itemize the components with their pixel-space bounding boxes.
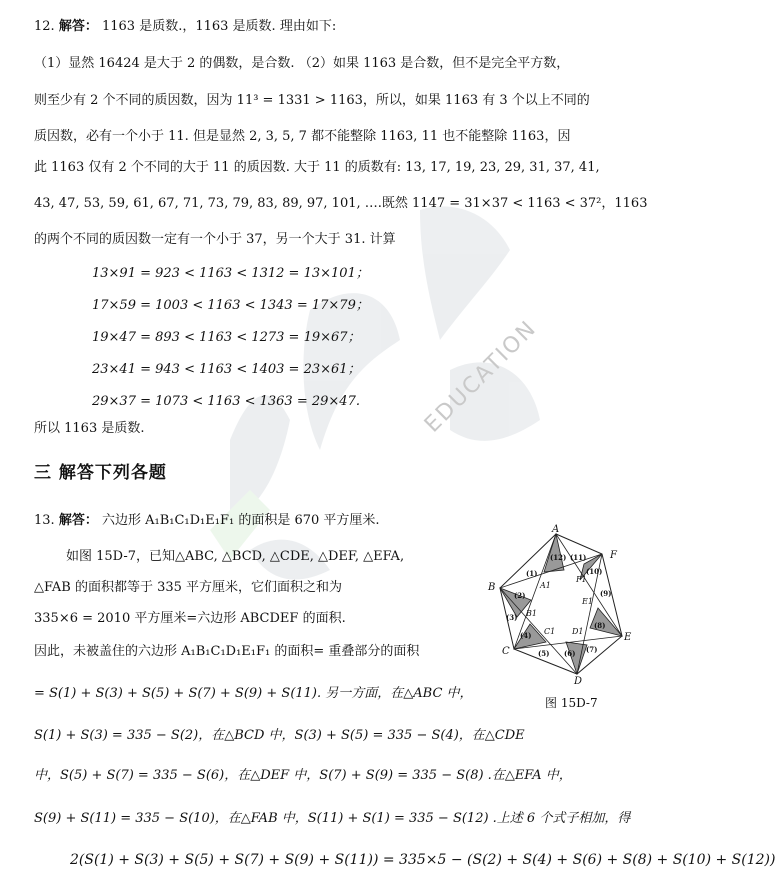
region-label: (5)	[538, 649, 550, 658]
solution13-header	[34, 512, 380, 530]
region-label: (7)	[586, 645, 598, 654]
solution12-header	[34, 18, 336, 36]
region-label: (2)	[514, 591, 526, 600]
vertex-label: E	[624, 632, 632, 643]
vertex-label: F1	[576, 575, 587, 584]
solution12-line5: 此 1163 仅有 2 个不同的大于 11 的质因数. 大于 11 的质数有: 13, 17, 19, 23, 29, 31, 37, 41,	[34, 160, 600, 175]
solution13-p5: = S(1) + S(3) + S(5) + S(7) + S(9) + S(11). 另一方面，在△ABC 中，	[34, 686, 473, 701]
vertex-label: C1	[544, 627, 556, 636]
equation-row: 29×37 = 1073 < 1163 < 1363 = 29×47.	[92, 394, 360, 409]
solution12-intro: 1163 是质数.，1163 是质数. 理由如下:	[101, 19, 337, 34]
solution13-number: 13.	[34, 513, 55, 528]
equation-row: 19×47 = 893 < 1163 < 1273 = 19×67；	[92, 330, 361, 345]
solution12-number: 12.	[34, 19, 55, 34]
solution13-intro: 六边形 A₁B₁C₁D₁E₁F₁ 的面积是 670 平方厘米.	[101, 513, 380, 528]
solution13-p2: △FAB 的面积都等于 335 平方厘米，它们面积之和为	[34, 580, 343, 595]
solution12-line6: 43, 47, 53, 59, 61, 67, 71, 73, 79, 83, 89, 97, 101, ….既然 1147 = 31×37 < 1163 < 37²，1163	[34, 196, 648, 211]
solution13-p1: 如图 15D-7，已知△ABC, △BCD, △CDE, △DEF, △EFA,	[66, 549, 405, 564]
equation-row: 23×41 = 943 < 1163 < 1403 = 23×61；	[92, 362, 361, 377]
region-label: (9)	[600, 589, 612, 598]
vertex-label: C	[502, 646, 510, 657]
region-label: (6)	[564, 649, 576, 658]
vertex-label: B1	[526, 609, 537, 618]
solution13-final-equation: 2(S(1) + S(3) + S(5) + S(7) + S(9) + S(11)) = 335×5 − (S(2) + S(4) + S(6) + S(8) + S(10) + S(12))	[70, 852, 775, 868]
solution12-line7: 的两个不同的质因数一定有一个小于 37，另一个大于 31. 计算	[34, 232, 396, 247]
vertex-label: B	[488, 582, 496, 593]
section-heading: 三 解答下列各题	[34, 463, 167, 483]
region-label: (1)	[526, 569, 538, 578]
region-label: (12)	[550, 553, 567, 562]
watermark-text: EDUCATION	[420, 315, 542, 438]
figure-caption: 图 15D-7	[545, 696, 598, 710]
vertex-label: D	[574, 676, 583, 687]
equation-row: 17×59 = 1003 < 1163 < 1343 = 17×79；	[92, 298, 369, 313]
solution12-conclusion: 所以 1163 是质数.	[34, 421, 145, 436]
solution13-p3: 335×6 = 2010 平方厘米=六边形 ABCDEF 的面积.	[34, 611, 346, 626]
equation-row: 13×91 = 923 < 1163 < 1312 = 13×101；	[92, 266, 369, 281]
region-label: (10)	[586, 567, 603, 576]
hexagon-figure	[484, 524, 634, 687]
vertex-label: A1	[540, 581, 551, 590]
region-label: (4)	[520, 631, 532, 640]
region-label: (11)	[570, 553, 587, 562]
region-label: (3)	[506, 613, 518, 622]
solution12-line2: （1）显然 16424 是大于 2 的偶数，是合数. （2）如果 1163 是合数，但不是完全平方数，	[34, 56, 570, 71]
solution12-label: 解答：	[58, 19, 98, 34]
region-label: (8)	[594, 621, 606, 630]
solution13-p4: 因此，未被盖住的六边形 A₁B₁C₁D₁E₁F₁ 的面积= 重叠部分的面积	[34, 644, 420, 659]
solution13-p8: S(9) + S(11) = 335 − S(10)，在△FAB 中，S(11) + S(1) = 335 − S(12) .上述 6 个式子相加，得	[34, 811, 631, 826]
solution13-p6: S(1) + S(3) = 335 − S(2)，在△BCD 中，S(3) + S(5) = 335 − S(4)，在△CDE	[34, 728, 525, 743]
shaded-region	[566, 642, 587, 674]
vertex-label: F	[610, 550, 617, 561]
solution12-line3: 则至少有 2 个不同的质因数，因为 11³ = 1331 > 1163，所以，如果 1163 有 3 个以上不同的	[34, 93, 590, 108]
vertex-label: A	[552, 524, 560, 535]
solution13-p7: 中，S(5) + S(7) = 335 − S(6)，在△DEF 中，S(7) + S(9) = 335 − S(8) .在△EFA 中，	[34, 768, 572, 783]
vertex-label: E1	[582, 597, 593, 606]
vertex-label: D1	[572, 627, 584, 636]
solution13-label: 解答：	[58, 513, 98, 528]
solution12-line4: 质因数，必有一个小于 11. 但是显然 2, 3, 5, 7 都不能整除 1163, 11 也不能整除 1163，因	[34, 129, 571, 144]
